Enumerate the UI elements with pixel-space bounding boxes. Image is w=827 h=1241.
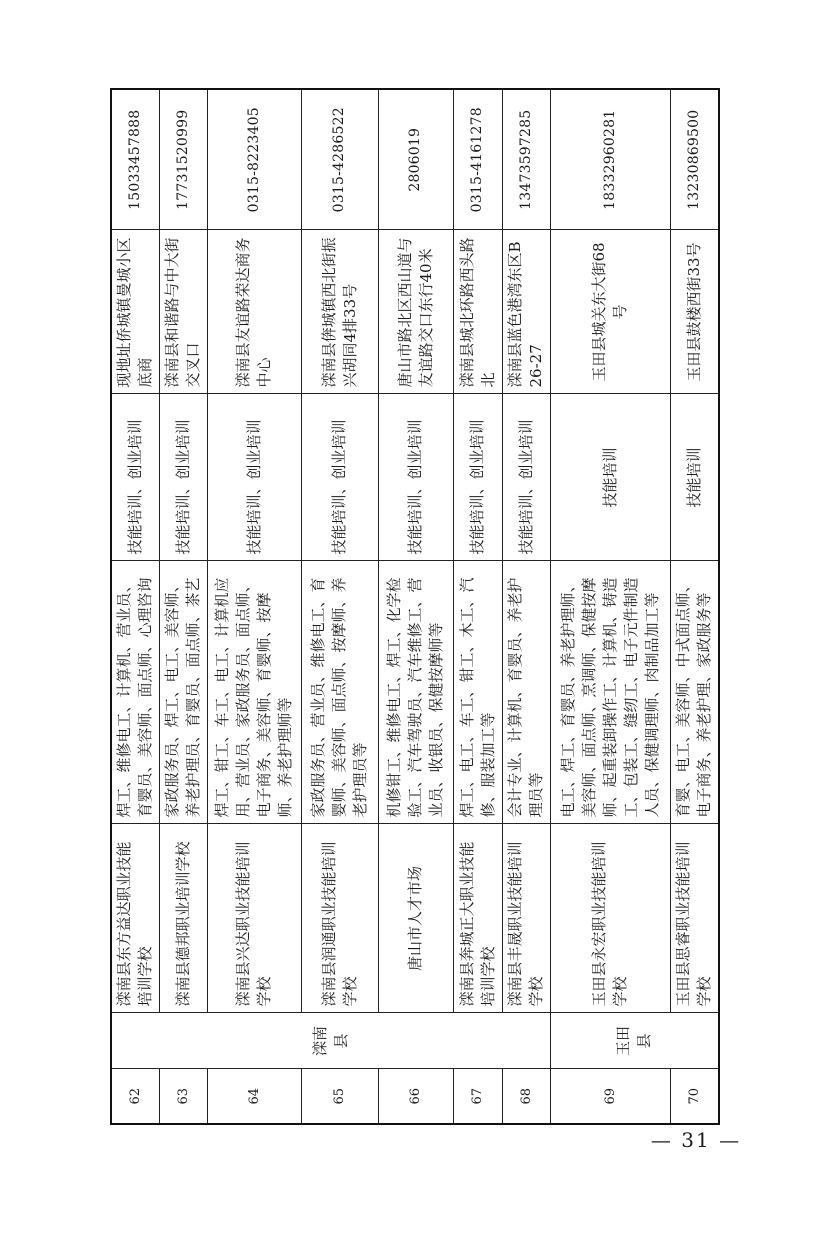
- institution-name: 滦南县丰晟职业技能培训学校: [502, 824, 550, 1013]
- phone: 2806019: [378, 89, 453, 230]
- training-type: 技能培训、创业培训: [453, 394, 502, 561]
- table-row: [111, 89, 159, 1124]
- training-jobs: 焊工、电工、车工、钳工、木工、汽修、服装加工等: [453, 561, 502, 824]
- institution-name: 滦南县润通职业技能培训学校: [302, 824, 378, 1013]
- training-type: 技能培训、创业培训: [207, 394, 302, 561]
- row-number: 70: [670, 1069, 719, 1124]
- table-row: [550, 89, 670, 1124]
- table-row: [159, 89, 207, 1124]
- training-type: 技能培训、创业培训: [378, 394, 453, 561]
- address: 滦南县倴城镇西北街振兴胡同4排33号: [302, 230, 378, 394]
- row-number: 69: [550, 1069, 670, 1124]
- row-number: 67: [453, 1069, 502, 1124]
- institution-name: 玉田县思睿职业技能培训学校: [670, 824, 719, 1013]
- address: 玉田县城关东大街68号: [550, 230, 670, 394]
- address: 现地址侨城镇曼城小区底商: [111, 230, 159, 394]
- page-number: — 31 —: [650, 1128, 742, 1152]
- training-type: 技能培训: [670, 394, 719, 561]
- training-type: 技能培训、创业培训: [302, 394, 378, 561]
- address: 滦南县城北环路西头路北: [453, 230, 502, 394]
- institution-name: 滦南县奔城正大职业技能培训学校: [453, 824, 502, 1013]
- row-number: 62: [111, 1069, 159, 1124]
- training-type: 技能培训、创业培训: [159, 394, 207, 561]
- rotated-table-container: [110, 90, 720, 1125]
- table-row: [453, 89, 502, 1124]
- training-jobs: 机修钳工、维修电工、焊工、化学检验工、汽车驾驶员、汽车维修工、营业员、收银员、保健按摩师等: [378, 561, 453, 824]
- training-type: 技能培训: [550, 394, 670, 561]
- row-number: 68: [502, 1069, 550, 1124]
- training-jobs: 家政服务员、焊工、电工、美容师、养老护理员、育婴员、面点师、茶艺: [159, 561, 207, 824]
- institution-name: 滦南县兴达职业技能培训学校: [207, 824, 302, 1013]
- training-jobs: 会计专业、计算机、育婴员、养老护理员等: [502, 561, 550, 824]
- row-number: 66: [378, 1069, 453, 1124]
- address: 滦南县友谊路荣达商务中心: [207, 230, 302, 394]
- row-number: 64: [207, 1069, 302, 1124]
- phone: 0315-4161278: [453, 89, 502, 230]
- training-jobs: 电工、焊工、育婴员、养老护理师、美容师、面点师、烹调师、保健按摩师、起重装卸操作工、计算机、铸造工、包装工、缝纫工、电子元件制造人员、保健调理师、肉制品加工等: [550, 561, 670, 824]
- row-number: 65: [302, 1069, 378, 1124]
- training-type: 技能培训、创业培训: [502, 394, 550, 561]
- phone: 13230869500: [670, 89, 719, 230]
- training-jobs: 焊工、维修电工、计算机、营业员、育婴员、美容师、面点师、心理咨询: [111, 561, 159, 824]
- county-cell: 滦南县: [111, 1013, 550, 1069]
- training-jobs: 家政服务员、营业员、维修电工、育婴师、美容师、面点师、按摩师、养老护理员等: [302, 561, 378, 824]
- address: 唐山市路北区西山道与友谊路交口东行40米: [378, 230, 453, 394]
- phone: 18332960281: [550, 89, 670, 230]
- row-number: 63: [159, 1069, 207, 1124]
- training-type: 技能培训、创业培训: [111, 394, 159, 561]
- phone: 0315-4286522: [302, 89, 378, 230]
- phone: 15033457888: [111, 89, 159, 230]
- institution-name: 滦南县东方益达职业技能培训学校: [111, 824, 159, 1013]
- county-cell: 玉田县: [550, 1013, 719, 1069]
- phone: 17731520999: [159, 89, 207, 230]
- institution-name: 滦南县德邦职业培训学校: [159, 824, 207, 1013]
- table-row: [670, 89, 719, 1124]
- address: 玉田县鼓楼西街33号: [670, 230, 719, 394]
- institution-name: 唐山市人才市场: [378, 824, 453, 1013]
- address: 滦南县蓝色港湾东区B26-27: [502, 230, 550, 394]
- training-jobs: 育婴、电工、美容师、中式面点师、电子商务、养老护理、家政服务等: [670, 561, 719, 824]
- table-row: [302, 89, 378, 1124]
- training-jobs: 焊工、钳工、车工、电工、计算机应用、营业员、家政服务员、面点师、电子商务、美容师、育婴师、按摩师、养老护理师等: [207, 561, 302, 824]
- table-row: [502, 89, 550, 1124]
- phone: 13473597285: [502, 89, 550, 230]
- table-row: [378, 89, 453, 1124]
- institution-name: 玉田县永宏职业技能培训学校: [550, 824, 670, 1013]
- address: 滦南县和谐路与中大街交叉口: [159, 230, 207, 394]
- table-row: [207, 89, 302, 1124]
- training-institutions-table: [110, 88, 720, 1125]
- phone: 0315-8223405: [207, 89, 302, 230]
